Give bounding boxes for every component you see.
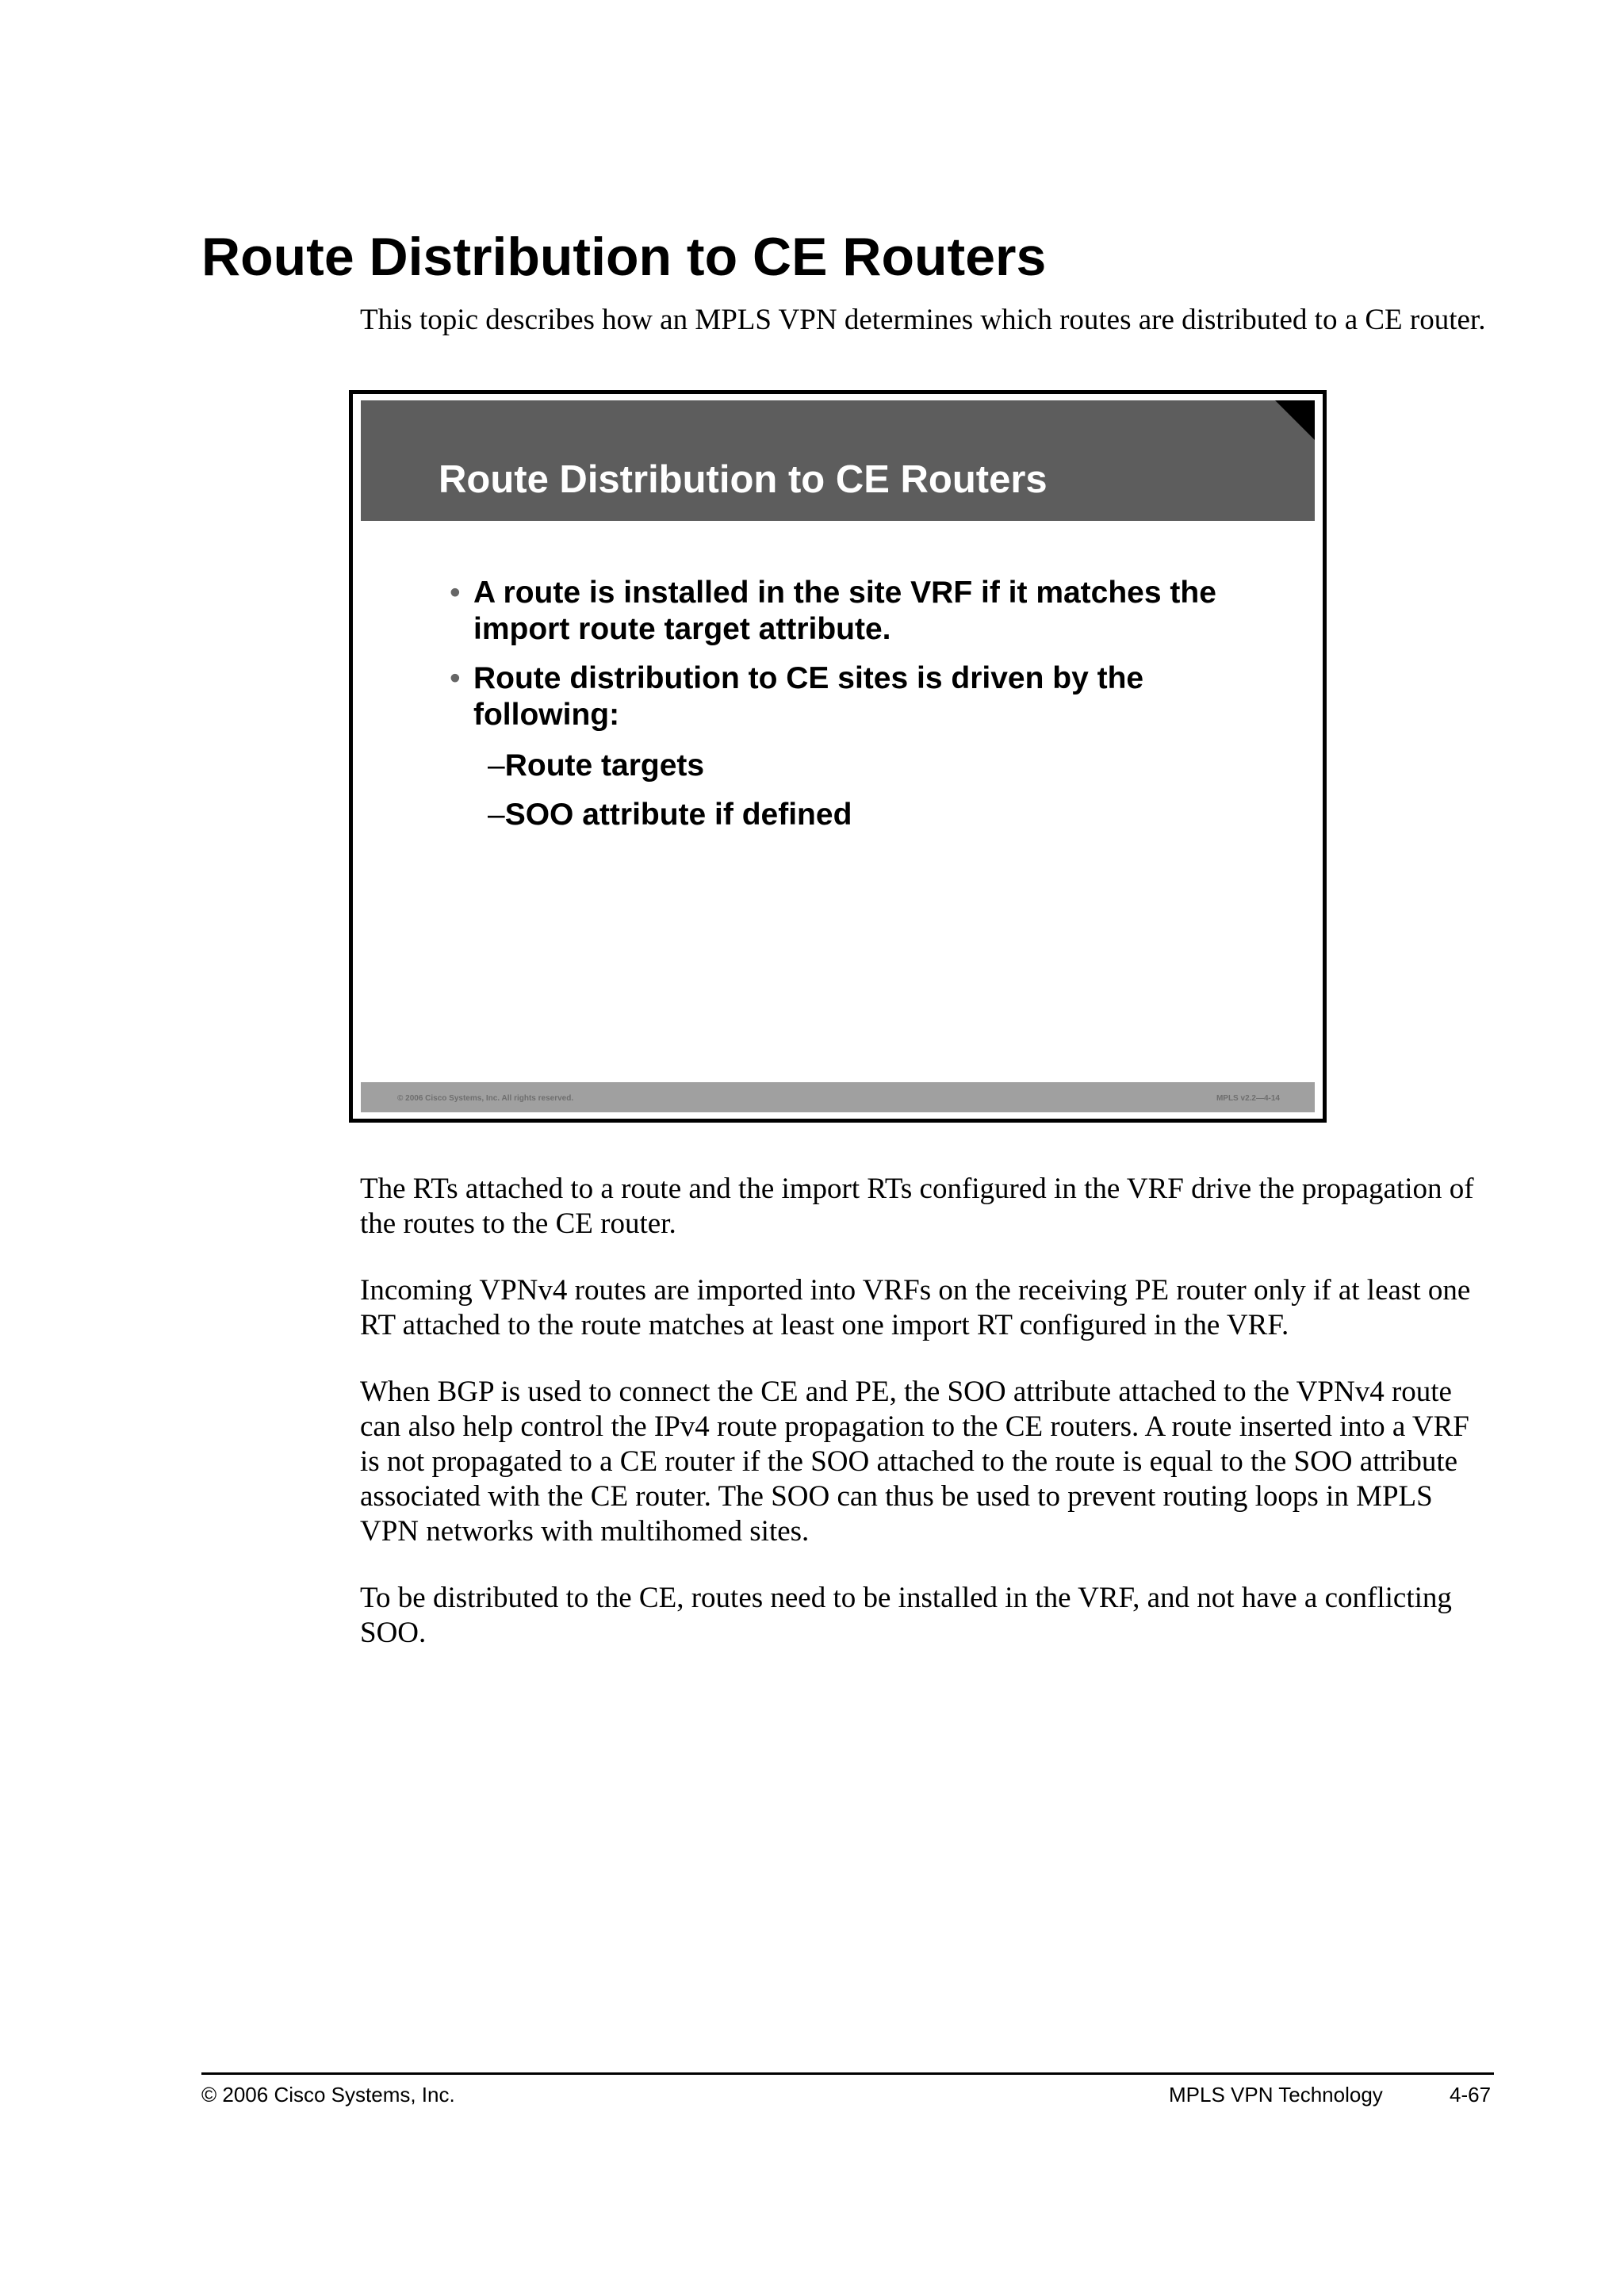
slide-footer-bar <box>361 1082 1315 1112</box>
slide-title: Route Distribution to CE Routers <box>439 458 1048 501</box>
body-paragraph: To be distributed to the CE, routes need to be installed in the VRF, and not have a conflicting SOO. <box>360 1582 1452 1649</box>
sub-bullet-text: Route targets <box>504 748 705 783</box>
slide-header-bar <box>361 400 1315 521</box>
sub-bullet-marker: – <box>488 798 505 832</box>
bullet-marker: • <box>450 661 461 695</box>
body-paragraph: The RTs attached to a route and the import RTs configured in the VRF drive the propagation of the routes to the CE router. <box>360 1173 1474 1240</box>
footer-divider <box>201 2072 1494 2075</box>
bullet-marker: • <box>450 576 461 610</box>
body-paragraph: Incoming VPNv4 routes are imported into VRFs on the receiving PE router only if at least one RT attached to the route matches at least one import RT configured in the VRF. <box>360 1274 1471 1341</box>
sub-bullet-marker: – <box>488 748 505 783</box>
slide-corner-triangle <box>1275 400 1315 440</box>
slide-sub-bullet <box>488 748 704 784</box>
bullet-text: Route distribution to CE sites is driven by the following: <box>473 661 1144 732</box>
slide-sub-bullet <box>488 797 852 833</box>
intro-paragraph: This topic describes how an MPLS VPN determines which routes are distributed to a CE router. <box>360 304 1486 336</box>
footer-page-number: 4-67 <box>1450 2083 1492 2107</box>
slide-figure <box>349 390 1327 1123</box>
body-paragraph: When BGP is used to connect the CE and PE, the SOO attribute attached to the VPNv4 route can also help control the IPv4 route propagation to the CE routers. A route inserted into a VRF is not propagated to a CE router if the SOO attached to the route is equal to the SOO attribute associated with the CE router. The SOO can thus be used to prevent routing loops in MPLS VPN networks with multihomed sites. <box>360 1376 1469 1548</box>
page-heading: Route Distribution to CE Routers <box>201 227 1047 287</box>
slide-bullet <box>450 660 1282 733</box>
slide-bullet <box>450 575 1282 648</box>
slide-number: MPLS v2.2—4-14 <box>1216 1094 1280 1103</box>
footer-book-title: MPLS VPN Technology <box>1169 2083 1383 2107</box>
sub-bullet-text: SOO attribute if defined <box>504 798 852 832</box>
bullet-text: A route is installed in the site VRF if it matches the import route target attribute. <box>473 576 1216 646</box>
footer-copyright: © 2006 Cisco Systems, Inc. <box>201 2083 455 2107</box>
slide-copyright: © 2006 Cisco Systems, Inc. All rights reserved. <box>397 1094 574 1103</box>
